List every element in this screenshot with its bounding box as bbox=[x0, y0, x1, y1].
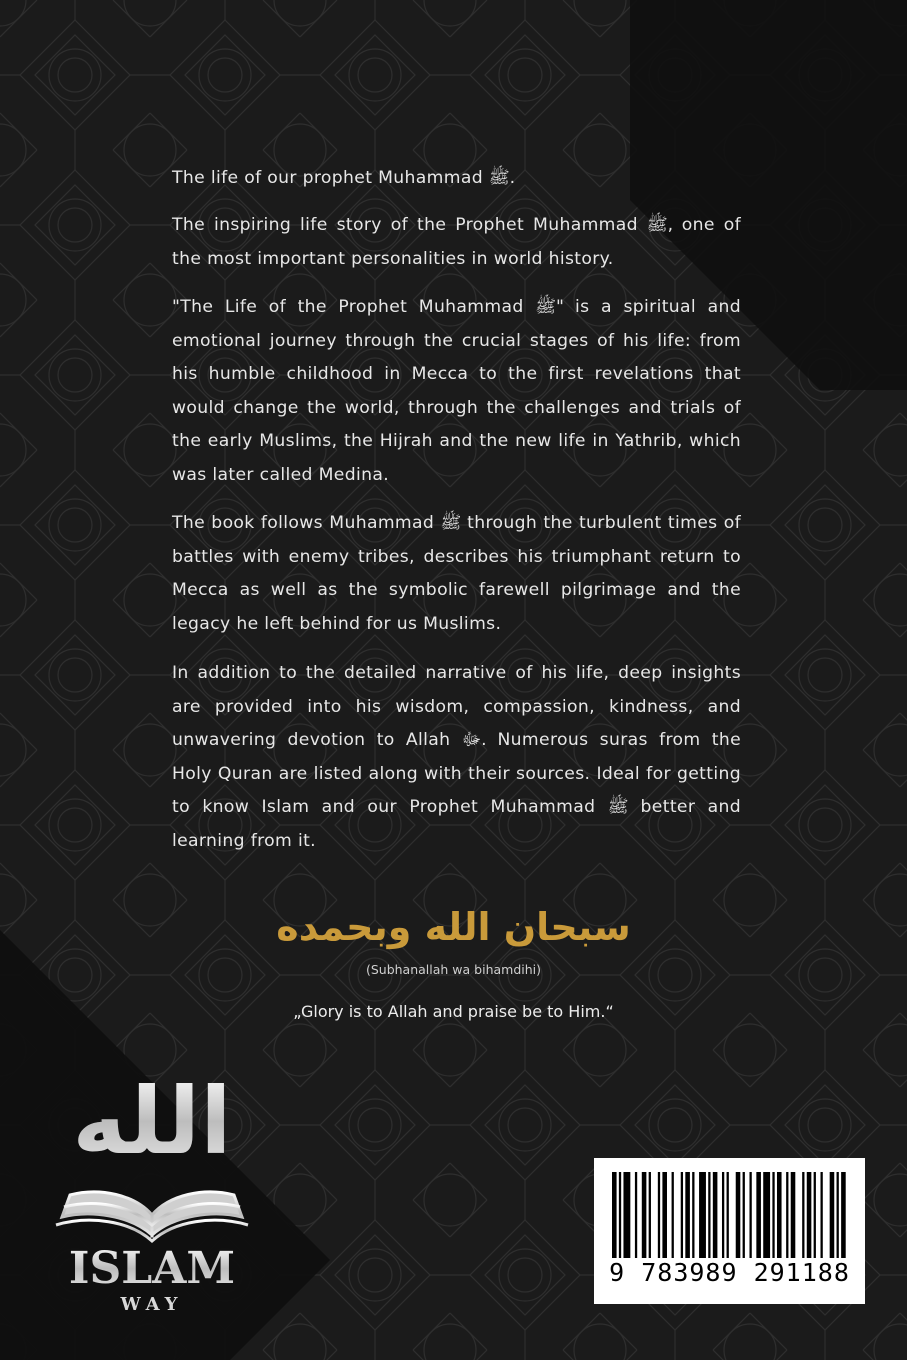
barcode-bar bbox=[658, 1172, 660, 1258]
barcode-bar bbox=[635, 1172, 637, 1258]
barcode-bar bbox=[814, 1172, 816, 1258]
barcode-bar bbox=[791, 1172, 796, 1258]
paragraph-4: The book follows Muhammad ﷺ through the turbulent times of battles with enemy tribes, describes his triumphant return to Mecca as well as the symbolic farewell pilgrimage and the legacy he left behind for us Muslims. bbox=[172, 513, 741, 634]
paragraph-2: The inspiring life story of the Prophet Muhammad ﷺ, one of the most important personalities in world history. bbox=[172, 215, 741, 269]
barcode-bar bbox=[830, 1172, 835, 1258]
paragraph-3: "The Life of the Prophet Muhammad ﷺ" is a spiritual and emotional journey through the crucial stages of his life: from his humble childhood in Mecca to the first revelations that would change the world, through the challenges and trials of the early Muslims, the Hijrah and the new life in Yathrib, which was later called Medina. bbox=[172, 297, 741, 485]
islam-way-logo bbox=[40, 1045, 265, 1320]
barcode-bar bbox=[727, 1172, 729, 1258]
barcode-bars bbox=[612, 1172, 848, 1258]
barcode-bar bbox=[821, 1172, 823, 1258]
barcode-bar bbox=[841, 1172, 846, 1258]
arabic-dhikr: سبحان الله وبحمده bbox=[276, 905, 631, 949]
barcode bbox=[594, 1158, 865, 1304]
barcode-bar bbox=[743, 1172, 745, 1258]
barcode-bar bbox=[692, 1172, 694, 1258]
barcode-bar bbox=[685, 1172, 690, 1258]
logo-name: ISLAM bbox=[68, 1243, 236, 1294]
barcode-bar bbox=[786, 1172, 788, 1258]
barcode-bar bbox=[708, 1172, 710, 1258]
barcode-bar bbox=[802, 1172, 804, 1258]
barcode-bar bbox=[713, 1172, 718, 1258]
barcode-bar bbox=[623, 1172, 630, 1258]
logo-calligraphy: الله bbox=[72, 1068, 232, 1175]
barcode-bar bbox=[649, 1172, 651, 1258]
barcode-bar bbox=[763, 1172, 770, 1258]
barcode-bar bbox=[807, 1172, 812, 1258]
barcode-bar bbox=[736, 1172, 741, 1258]
barcode-bar bbox=[619, 1172, 621, 1258]
barcode-bar bbox=[756, 1172, 761, 1258]
barcode-bar bbox=[777, 1172, 782, 1258]
barcode-bar bbox=[699, 1172, 706, 1258]
paragraph-5: In addition to the detailed narrative of his life, deep insights are provided into his wisdom, compassion, kindness, and unwavering devotion to Allah ﷻ. Numerous suras from the Holy Quran are listed along with their sources. Ideal for getting to know Islam and our Prophet Muhammad ﷺ better and learning from it. bbox=[172, 663, 742, 851]
barcode-bar bbox=[749, 1172, 751, 1258]
barcode-bar bbox=[722, 1172, 724, 1258]
barcode-bar bbox=[662, 1172, 667, 1258]
intro-line: The life of our prophet Muhammad ﷺ. bbox=[172, 168, 516, 188]
open-book-icon bbox=[56, 1192, 248, 1241]
barcode-bar bbox=[681, 1172, 683, 1258]
dhikr-transliteration: (Subhanallah wa bihamdihi) bbox=[365, 962, 542, 977]
dhikr-translation: „Glory is to Allah and praise be to Him.“ bbox=[293, 1002, 614, 1021]
barcode-bar bbox=[642, 1172, 647, 1258]
barcode-bar bbox=[612, 1172, 617, 1258]
logo-subtitle: WAY bbox=[120, 1294, 184, 1315]
isbn-number: 9 783989 291188 bbox=[609, 1258, 850, 1287]
barcode-bar bbox=[772, 1172, 774, 1258]
barcode-bar bbox=[837, 1172, 839, 1258]
barcode-bar bbox=[672, 1172, 674, 1258]
